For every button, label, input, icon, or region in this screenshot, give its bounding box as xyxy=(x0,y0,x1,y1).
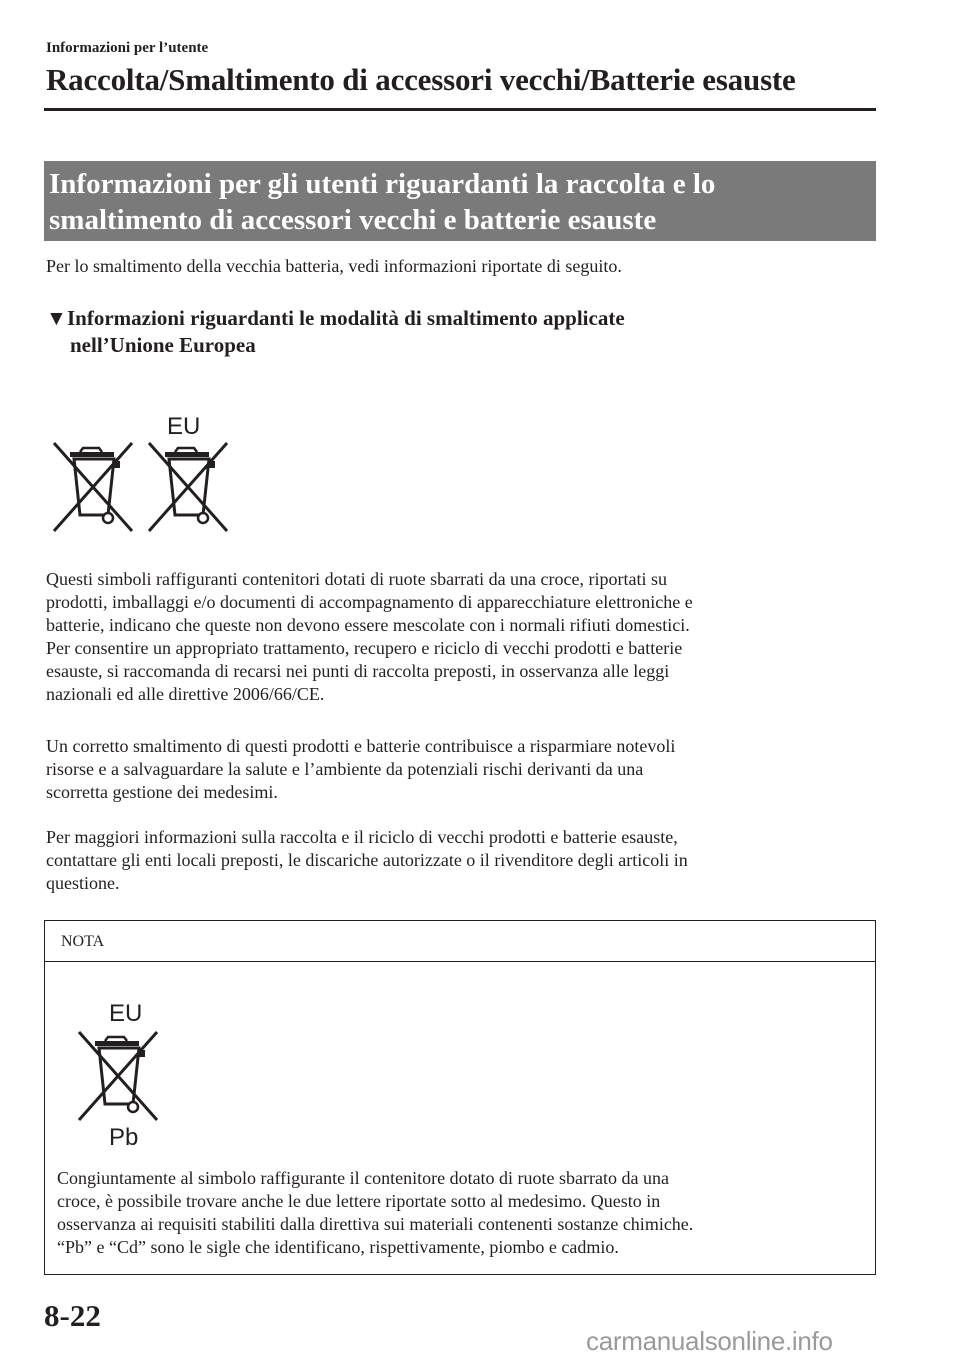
paragraph-line: nazionali ed alle direttive 2006/66/CE. xyxy=(46,684,325,704)
crossed-out-bin-icon xyxy=(149,443,227,531)
subsection-heading xyxy=(46,305,625,359)
section-title-banner xyxy=(44,161,876,241)
watermark: carmanualsonline.info xyxy=(586,1326,833,1356)
eu-label: EU xyxy=(167,413,201,440)
header-kicker: Informazioni per l’utente xyxy=(46,40,209,56)
paragraph-line: Un corretto smaltimento di questi prodotti e batterie contribuisce a risparmiare notevoli xyxy=(46,736,676,756)
paragraph-symbols-meaning xyxy=(46,568,693,706)
note-line: croce, è possibile trovare anche le due lettere riportate sotto al medesimo. Questo in xyxy=(57,1191,661,1211)
paragraph-line: batterie, indicano che queste non devono essere mescolate con i normali rifiuti domestici. xyxy=(46,615,690,635)
section-title-line-2: smaltimento di accessori vecchi e batterie esauste xyxy=(49,204,657,236)
paragraph-line: Per maggiori informazioni sulla raccolta e il riciclo di vecchi prodotti e batterie esauste, xyxy=(46,827,678,847)
chapter-title: Raccolta/Smaltimento di accessori vecchi/Batterie esauste xyxy=(46,62,796,97)
title-divider xyxy=(44,108,876,111)
paragraph-line: Questi simboli raffiguranti contenitori dotati di ruote sbarrati da una croce, riportati su xyxy=(46,569,667,589)
paragraph-correct-disposal xyxy=(46,735,675,804)
intro-text: Per lo smaltimento della vecchia batteria, vedi informazioni riportate di seguito. xyxy=(46,256,622,276)
paragraph-line: questione. xyxy=(46,873,120,893)
subsection-title-line-2: nell’Unione Europea xyxy=(70,333,256,357)
weee-symbols xyxy=(50,410,250,535)
note-heading: NOTA xyxy=(45,921,875,962)
paragraph-line: Per consentire un appropriato trattamento, recupero e riciclo di vecchi prodotti e batterie xyxy=(46,638,683,658)
paragraph-line: esauste, si raccomanda di recarsi nei punti di raccolta preposti, in osservanza alle leggi xyxy=(46,661,670,681)
note-line: osservanza ai requisiti stabiliti dalla direttiva sui materiali contenenti sostanze chimiche. xyxy=(57,1214,694,1234)
subsection-title-line-1: Informazioni riguardanti le modalità di smaltimento applicate xyxy=(67,306,625,330)
paragraph-line: scorretta gestione dei medesimi. xyxy=(46,782,278,802)
pb-label: Pb xyxy=(109,1124,139,1149)
note-text xyxy=(57,1167,693,1259)
triangle-marker-icon: ▼ xyxy=(46,306,67,330)
section-title-line-1: Informazioni per gli utenti riguardanti la raccolta e lo xyxy=(49,168,716,200)
paragraph-line: prodotti, imballaggi e/o documenti di accompagnamento di apparecchiature elettroniche e xyxy=(46,592,693,612)
crossed-out-bin-icon xyxy=(54,443,132,531)
note-line: Congiuntamente al simbolo raffigurante il contenitore dotato di ruote sbarrato da una xyxy=(57,1168,669,1188)
weee-pb-symbol xyxy=(75,999,215,1149)
paragraph-line: contattare gli enti locali preposti, le discariche autorizzate o il rivenditore degli articoli in xyxy=(46,850,688,870)
page-number: 8-22 xyxy=(44,1298,101,1333)
paragraph-line: risorse e a salvaguardare la salute e l’ambiente da potenziali rischi derivanti da una xyxy=(46,759,644,779)
note-line: “Pb” e “Cd” sono le sigle che identificano, rispettivamente, piombo e cadmio. xyxy=(57,1237,619,1257)
paragraph-more-info xyxy=(46,826,688,895)
eu-label: EU xyxy=(109,1000,143,1027)
note-box xyxy=(44,920,876,1275)
crossed-out-bin-icon xyxy=(79,1032,157,1120)
